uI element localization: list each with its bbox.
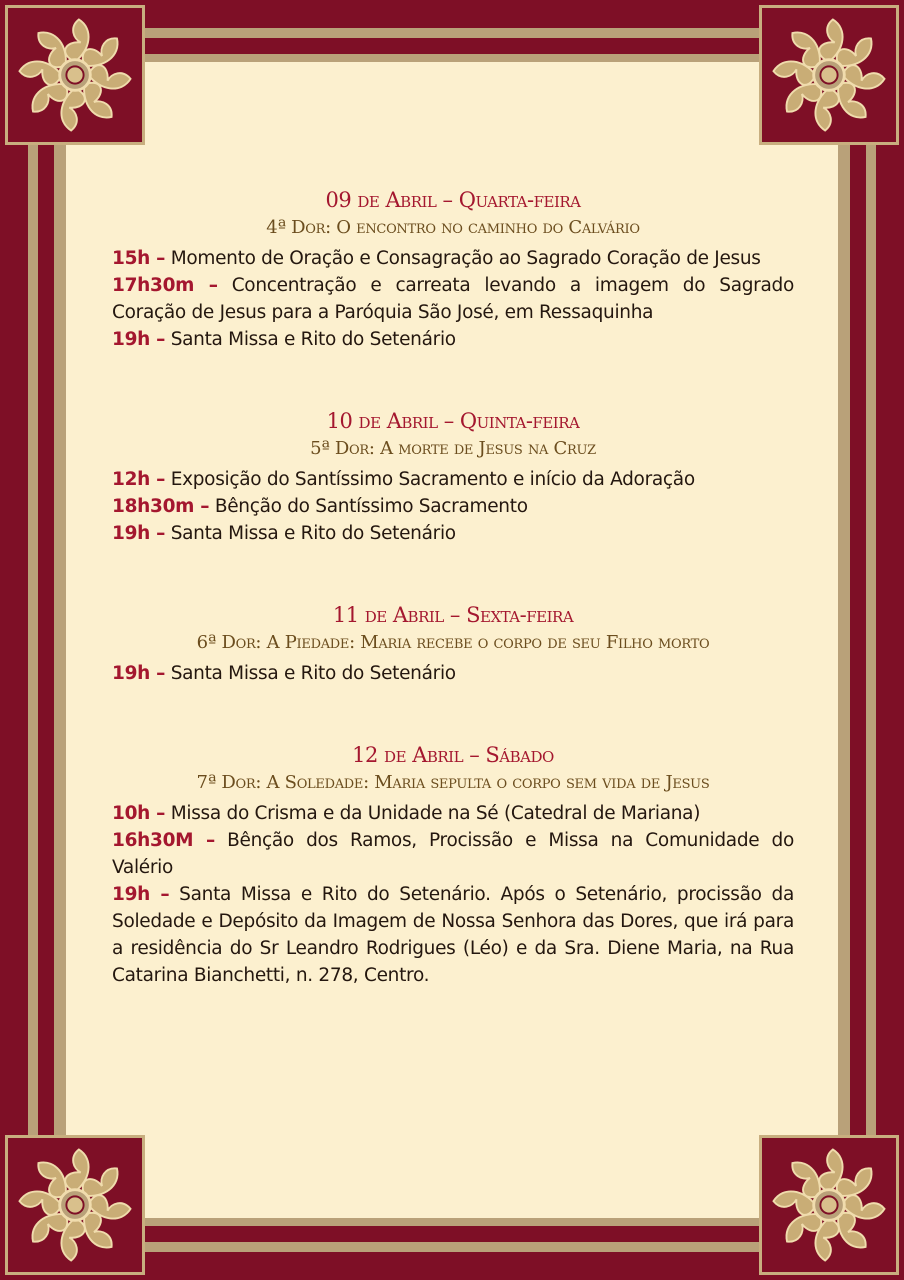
schedule [112, 186, 794, 989]
event-time: 10h – [112, 803, 166, 824]
event-item [112, 881, 794, 989]
day-title: 09 de Abril – Quarta-feira [325, 188, 581, 212]
day-section-11-abril [112, 601, 794, 687]
event-time: 19h – [112, 663, 166, 684]
event-item [112, 800, 794, 827]
day-section-12-abril [112, 741, 794, 989]
day-subtitle: 5ª Dor: A morte de Jesus na Cruz [310, 438, 596, 459]
event-item [112, 520, 794, 547]
event-item [112, 827, 794, 881]
event-time: 18h30m – [112, 496, 210, 517]
event-time: 15h – [112, 248, 166, 269]
day-subtitle: 7ª Dor: A Soledade: Maria sepulta o corpo sem vida de Jesus [196, 772, 710, 793]
event-time: 16h30M – [112, 830, 215, 851]
event-item [112, 326, 794, 353]
event-item [112, 660, 794, 687]
event-time: 19h – [112, 329, 166, 350]
section-spacer [112, 687, 794, 741]
event-time: 19h – [112, 523, 166, 544]
day-title: 11 de Abril – Sexta-feira [332, 603, 574, 627]
event-text: Concentração e carreata levando a imagem do Sagrado Coração de Jesus para a Paróquia São José, em Ressaquinha [112, 275, 794, 323]
event-text: Bênção dos Ramos, Procissão e Missa na Comunidade do Valério [112, 830, 794, 878]
event-text: Santa Missa e Rito do Setenário [170, 663, 456, 684]
day-subtitle: 6ª Dor: A Piedade: Maria recebe o corpo de seu Filho morto [196, 632, 710, 653]
event-item [112, 272, 794, 326]
day-title: 10 de Abril – Quinta-feira [326, 409, 580, 433]
rosette-ornament-icon [759, 1135, 899, 1275]
day-subtitle: 4ª Dor: O encontro no caminho do Calvário [266, 217, 640, 238]
event-time: 19h – [112, 884, 170, 905]
event-text: Santa Missa e Rito do Setenário [170, 329, 456, 350]
event-text: Momento de Oração e Consagração ao Sagrado Coração de Jesus [170, 248, 761, 269]
event-text: Santa Missa e Rito do Setenário. Após o Setenário, procissão da Soledade e Depósito da Imagem de Nossa Senhora das Dores, que irá para a residência do Sr Leandro Rodrigues (Léo) e da Sra. Diene Maria, na Rua Catarina Bianchetti, n. 278, Centro. [112, 884, 794, 986]
event-text: Exposição do Santíssimo Sacramento e início da Adoração [170, 469, 695, 490]
event-item [112, 466, 794, 493]
day-title: 12 de Abril – Sábado [352, 743, 554, 767]
event-item [112, 245, 794, 272]
day-section-09-abril [112, 186, 794, 353]
event-text: Santa Missa e Rito do Setenário [170, 523, 456, 544]
event-time: 12h – [112, 469, 166, 490]
rosette-ornament-icon [5, 5, 145, 145]
event-text: Bênção do Santíssimo Sacramento [214, 496, 528, 517]
section-spacer [112, 547, 794, 601]
rosette-ornament-icon [759, 5, 899, 145]
rosette-ornament-icon [5, 1135, 145, 1275]
event-item [112, 493, 794, 520]
event-text: Missa do Crisma e da Unidade na Sé (Catedral de Mariana) [170, 803, 701, 824]
section-spacer [112, 353, 794, 407]
day-section-10-abril [112, 407, 794, 547]
event-time: 17h30m – [112, 275, 218, 296]
